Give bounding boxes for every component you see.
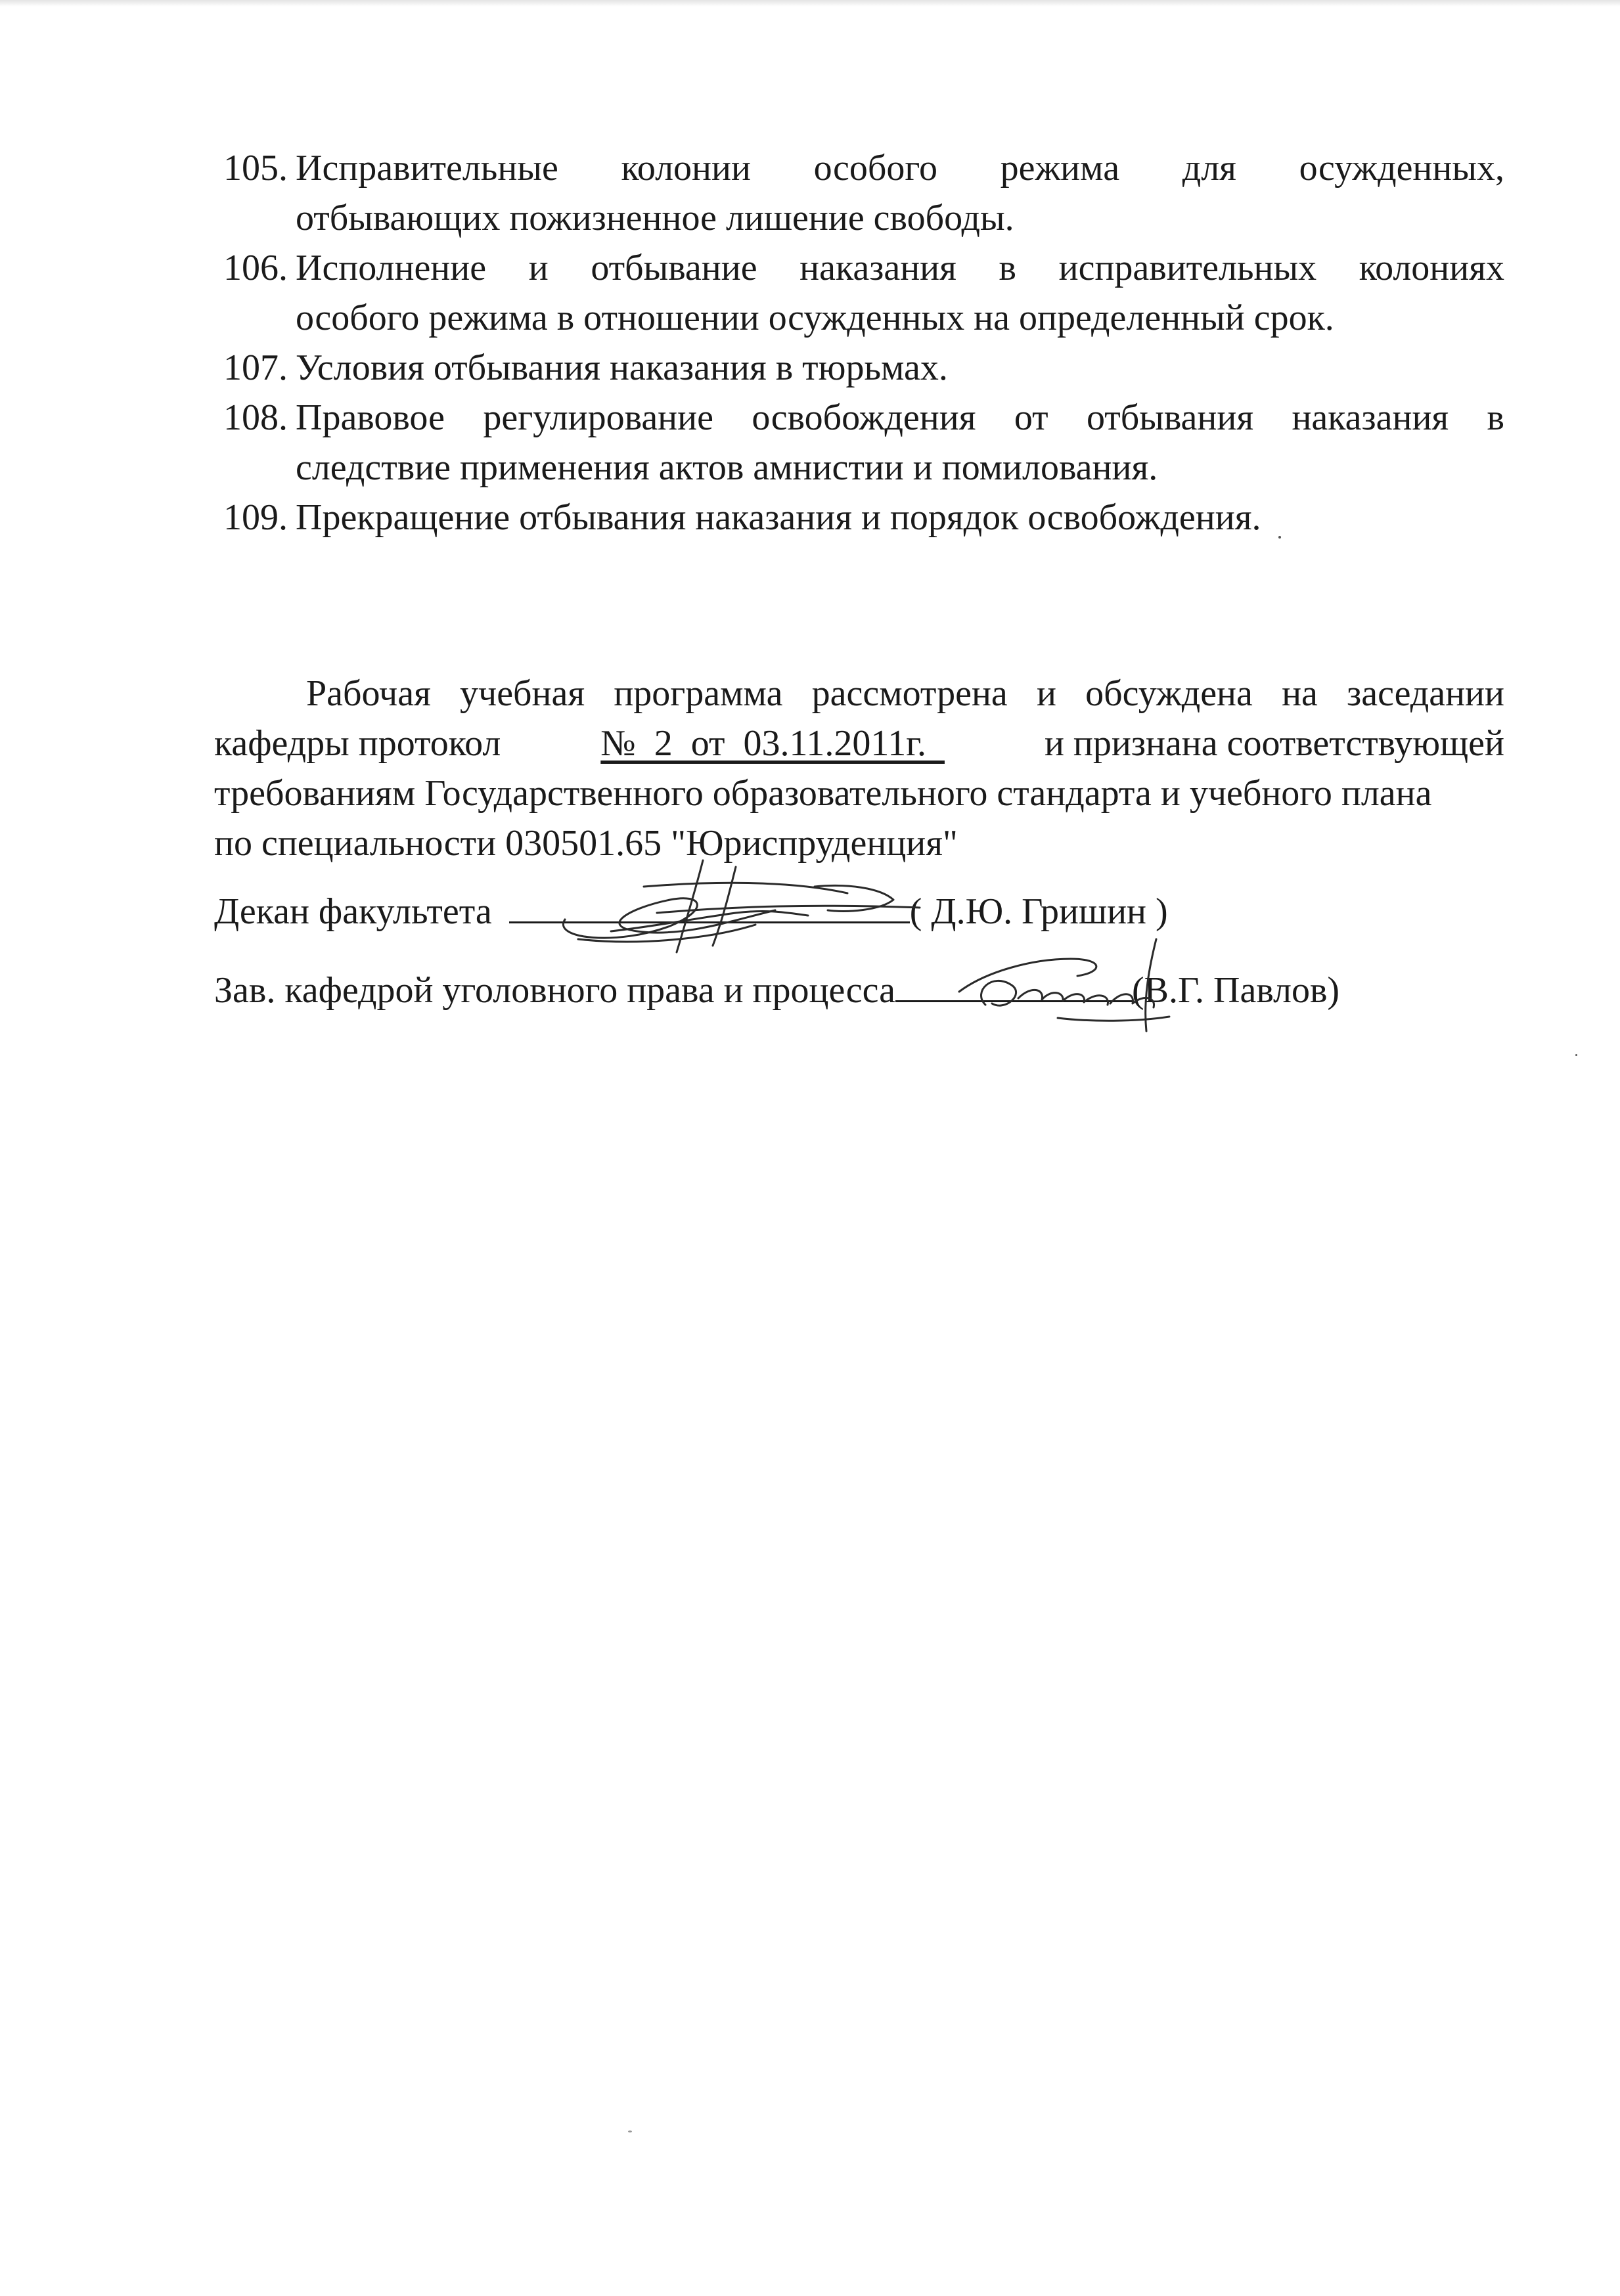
list-item [223,143,1504,243]
head-label: Зав. кафедрой уголовного права и процесса [214,970,895,1011]
dean-label: Декан факультета [214,891,492,932]
item-number: 108. [223,397,288,438]
approval-line-2 [214,718,1504,768]
approval-line-1: Рабочая учебная программа рассмотрена и обсуждена на заседании [306,673,1504,714]
head-handwritten-signature [946,926,1182,1038]
exam-questions-list [223,143,1504,542]
list-item [223,493,1504,542]
item-text: Правовое регулирование освобождения от отбывания наказания в [296,397,1504,438]
scan-speck [1278,536,1281,539]
item-text-continuation: следствие применения актов амнистии и помилования. [296,447,1158,488]
dean-handwritten-signature [539,847,946,959]
approval-line-2-prefix: кафедры протокол [214,723,501,764]
item-number: 107. [223,347,288,388]
item-text: Исправительные колонии особого режима для осужденных, [296,148,1504,188]
approval-line-2-suffix: и признана соответствующей [1044,723,1504,764]
item-text-continuation: особого режима в отношении осужденных на определенный срок. [296,298,1334,338]
item-text: Прекращение отбывания наказания и порядок освобождения. [296,497,1261,538]
head-name: (В.Г. Павлов) [1131,970,1340,1011]
list-item [223,393,1504,493]
item-text-continuation: отбывающих пожизненное лишение свободы. [296,198,1014,238]
item-number: 105. [223,148,288,188]
dean-name: ( Д.Ю. Гришин ) [909,891,1168,932]
scan-speck [1575,1054,1577,1056]
list-item [223,243,1504,343]
approval-line-4: по специальности 030501.65 "Юриспруденция" [214,823,958,864]
scan-top-edge [0,0,1620,7]
item-text: Условия отбывания наказания в тюрьмах. [296,347,948,388]
item-number: 106. [223,248,288,288]
item-text: Исполнение и отбывание наказания в исправительных колониях [296,248,1504,288]
approval-paragraph [214,669,1504,868]
item-number: 109. [223,497,288,538]
approval-line-3: требованиям Государственного образовательного стандарта и учебного плана [214,773,1432,814]
scan-speck [628,2130,632,2132]
protocol-reference: № 2 от 03.11.2011г. [600,723,945,764]
list-item [223,343,1504,393]
